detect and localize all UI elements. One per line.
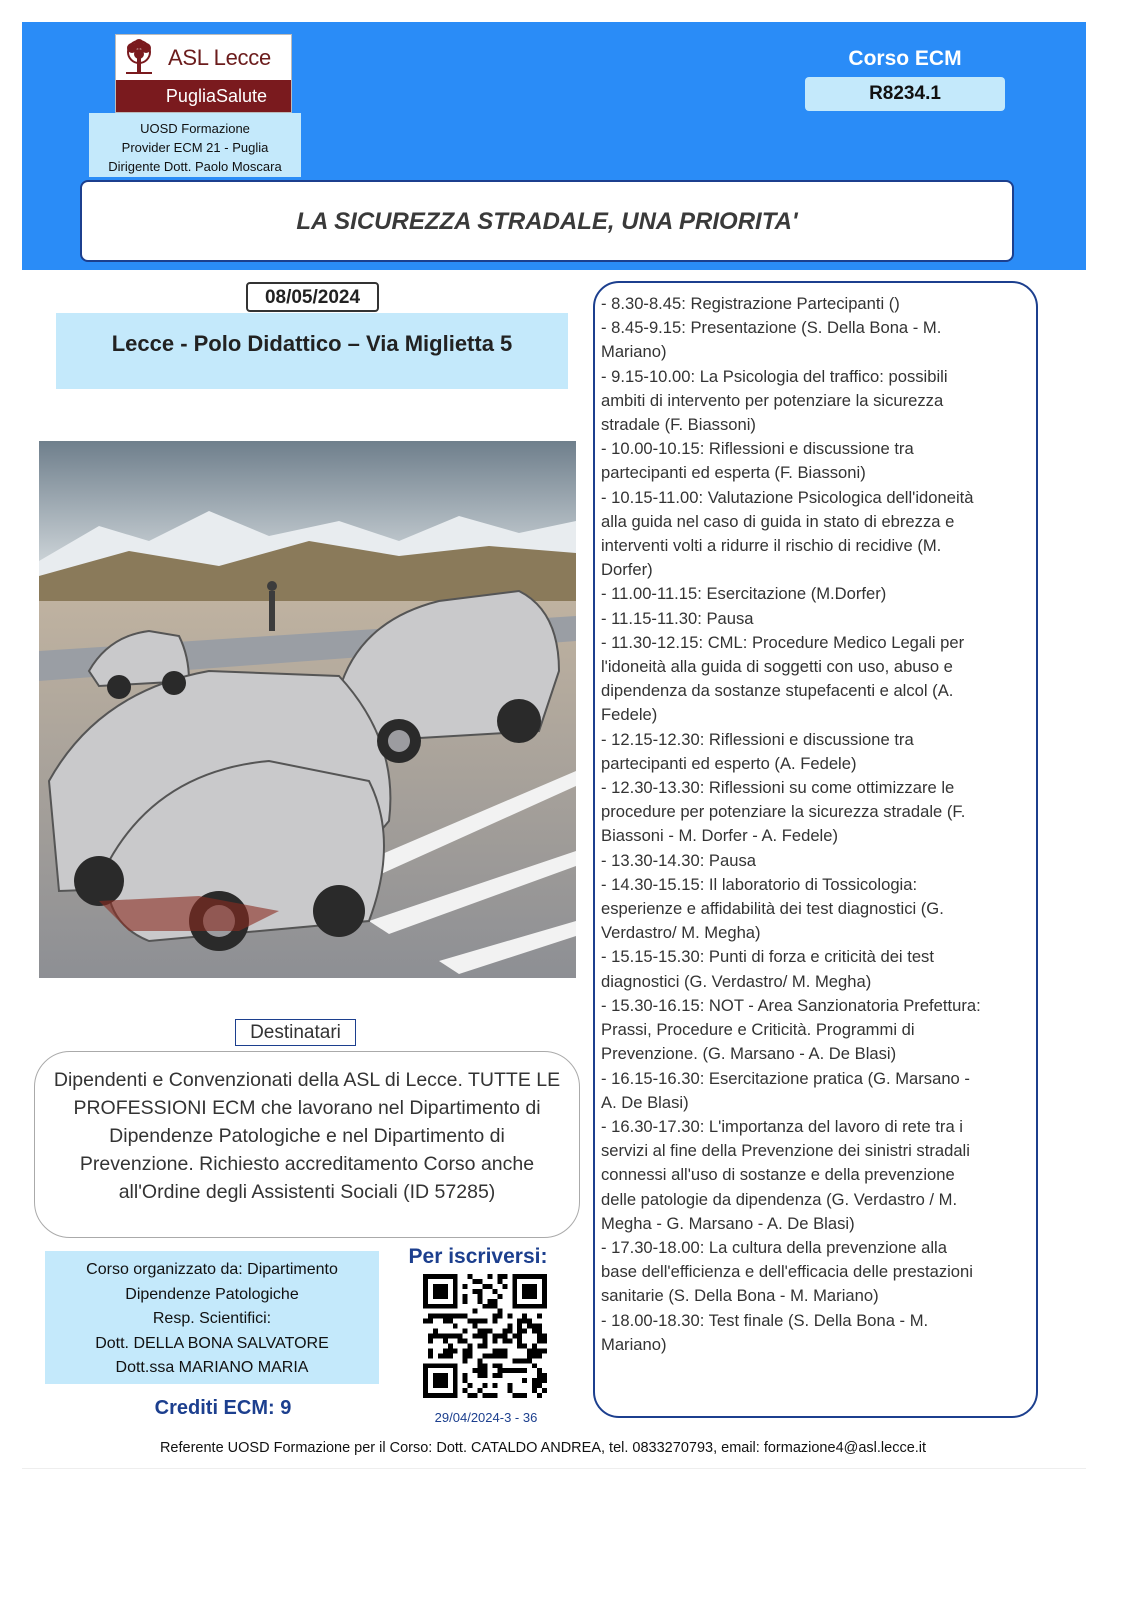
program-line: - 11.15-11.30: Pausa [601,608,754,628]
footer-contact: Referente UOSD Formazione per il Corso: Dott. CATALDO ANDREA, tel. 0833270793, email: formazione4@asl.lecce.it [159,1440,927,1456]
ecm-credits: Crediti ECM: 9 [154,1397,292,1419]
program-line: Fedele) [601,705,658,725]
page-title: LA SICUREZZA STRADALE, UNA PRIORITA' [80,180,1014,262]
uosd-line-3: Dirigente Dott. Paolo Moscara [108,159,282,174]
program-line: - 12.30-13.30: Riflessioni su come ottimizzare le [601,778,955,798]
logo-name: ASL Lecce [168,45,271,70]
organizer-box [45,1251,379,1384]
logo-subname: PugliaSalute [116,80,291,112]
uosd-line-2: Provider ECM 21 - Puglia [121,140,269,155]
program-line: - 15.15-15.30: Punti di forza e criticità dei test [601,947,934,967]
course-code-badge: R8234.1 [805,77,1005,111]
program-line: delle patologie da dipendenza (G. Verdastro / M. [601,1189,958,1209]
program-line: - 17.30-18.00: La cultura della prevenzione alla [601,1237,947,1257]
program-line: - 16.15-16.30: Esercitazione pratica (G. Marsano - [601,1068,970,1088]
event-location: Lecce - Polo Didattico – Via Miglietta 5 [56,313,568,389]
program-line: Prevenzione. (G. Marsano - A. De Blasi) [601,1044,897,1064]
program-line: servizi al fine della Prevenzione dei sinistri stradali [601,1141,970,1161]
destinatari-text: Dipendenti e Convenzionati della ASL di Lecce. TUTTE LE PROFESSIONI ECM che lavorano nel Dipartimento di Dipendenze Patologiche e nel Dipartimento di Prevenzione. Richiesto accreditamento Corso anche all'Ordine degli Assistenti Sociali (ID 57285) [34,1051,580,1238]
program-line: partecipanti ed esperta (F. Biassoni) [601,463,866,483]
car-crash-illustration [39,441,576,978]
program-line: stradale (F. Biassoni) [601,415,756,435]
program-line: - 8.30-8.45: Registrazione Partecipanti () [601,294,900,313]
program-line: Biassoni - M. Dorfer - A. Fedele) [601,826,838,846]
program-line: Prassi, Procedure e Criticità. Programmi di [601,1020,915,1040]
organizer-line-4: Dott. DELLA BONA SALVATORE [95,1334,329,1352]
program-line: - 9.15-10.00: La Psicologia del traffico: possibili [601,366,948,386]
registration-code: 29/04/2024-3 - 36 [434,1410,538,1425]
program-line: esperienze e affidabilità dei test diagnostici (G. [601,899,944,919]
program-line: Megha - G. Marsano - A. De Blasi) [601,1213,855,1233]
program-line: Dorfer) [601,560,653,580]
program-line: Mariano) [601,1334,667,1354]
program-line: - 8.45-9.15: Presentazione (S. Della Bona - M. [601,318,942,338]
organizer-line-5: Dott.ssa MARIANO MARIA [115,1359,309,1376]
organizer-line-1: Corso organizzato da: Dipartimento [86,1261,338,1278]
destinatari-label: Destinatari [235,1019,356,1046]
register-label: Per iscriversi: [408,1245,548,1268]
program-line: A. De Blasi) [601,1092,689,1112]
program-line: - 16.30-17.30: L'importanza del lavoro di rete tra i [601,1116,963,1136]
program-line: - 13.30-14.30: Pausa [601,850,756,870]
program-schedule [593,281,1038,1418]
program-line: sanitarie (S. Della Bona - M. Mariano) [601,1286,879,1306]
program-line: - 14.30-15.15: Il laboratorio di Tossicologia: [601,874,918,894]
program-line: - 15.30-16.15: NOT - Area Sanzionatoria Prefettura: [601,995,981,1015]
tree-icon [118,38,160,76]
program-line: procedure per potenziare la sicurezza stradale (F. [601,802,966,822]
course-label: Corso ECM [848,47,962,70]
registration-qr-code[interactable] [423,1274,547,1398]
footer-divider [22,1468,1086,1469]
program-line: - 10.00-10.15: Riflessioni e discussione tra [601,439,914,459]
uosd-box [89,113,301,177]
program-line: - 18.00-18.30: Test finale (S. Della Bona - M. [601,1310,929,1330]
program-line: interventi volti a ridurre il rischio di recidive (M. [601,536,942,556]
program-line: - 12.15-12.30: Riflessioni e discussione tra [601,729,914,749]
program-line: diagnostici (G. Verdastro/ M. Megha) [601,971,872,991]
program-line: connessi all'uso di sostanze e della prevenzione [601,1165,955,1185]
program-line: alla guida nel caso di guida in stato di ebrezza e [601,511,955,531]
uosd-line-1: UOSD Formazione [140,121,250,136]
event-date: 08/05/2024 [246,282,379,312]
program-line: - 11.00-11.15: Esercitazione (M.Dorfer) [601,584,887,604]
organizer-line-2: Dipendenze Patologiche [125,1285,299,1303]
organizer-line-3: Resp. Scientifici: [152,1310,272,1327]
program-line: l'idoneità alla guida di soggetti con uso, abuso e [601,657,953,677]
program-line: Verdastro/ M. Megha) [601,923,761,943]
program-line: base dell'efficienza e dell'efficacia delle prestazioni [601,1262,973,1282]
program-line: ambiti di intervento per potenziare la sicurezza [601,390,944,410]
program-line: Mariano) [601,342,667,362]
program-line: dipendenza da sostanze stupefacenti e alcol (A. [601,681,954,701]
program-line: - 11.30-12.15: CML: Procedure Medico Legali per [601,632,965,652]
program-line: - 10.15-11.00: Valutazione Psicologica dell'idoneità [601,487,974,507]
asl-lecce-logo [115,34,292,113]
program-line: partecipanti ed esperto (A. Fedele) [601,753,857,773]
